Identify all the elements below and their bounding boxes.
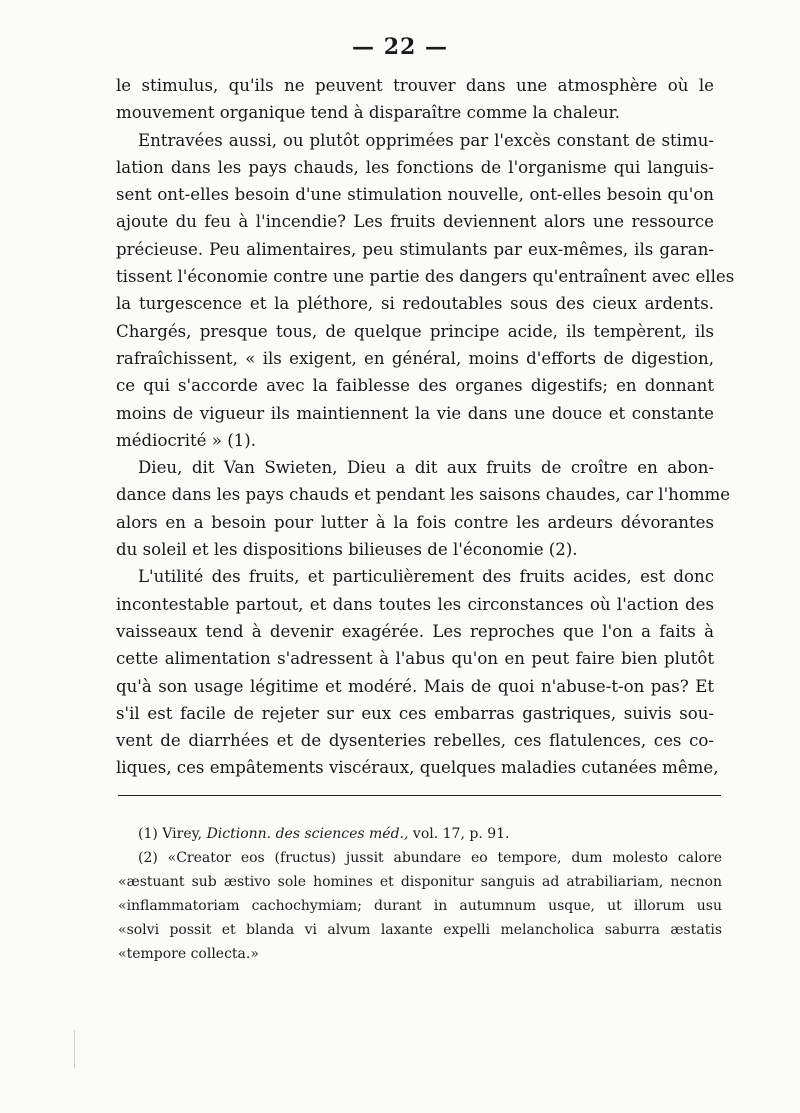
footnote-2-line: «tempore collecta.» [118,946,259,962]
page-number: — 22 — [352,34,448,60]
text-line: tissent l'économie contre une partie des dangers qu'entraînent avec elles [116,267,735,287]
text-line: mouvement organique tend à disparaître comme la chaleur. [116,103,621,123]
text-line: L'utilité des fruits, et particulièrement des fruits acides, est donc [138,567,714,587]
text-line: Chargés, presque tous, de quelque principe acide, ils tempèrent, ils [116,321,714,341]
footnote-work-title: Dictionn. des sciences méd., [206,826,409,842]
text-line: le stimulus, qu'ils ne peuvent trouver dans une atmosphère où le [116,76,714,95]
text-line: cette alimentation s'adressent à l'abus qu'on en peut faire bien plutôt [116,649,714,669]
footnote-2-line: «æstuant sub æstivo sole homines et disponitur sanguis ad atrabiliariam, necnon [118,874,722,890]
text-line: sent ont-elles besoin d'une stimulation nouvelle, ont-elles besoin qu'on [116,185,714,205]
footnote-reference: vol. 17, p. 91. [412,826,510,842]
text-line: Dieu, dit Van Swieten, Dieu a dit aux fruits de croître en abon- [138,458,714,478]
footnotes [118,822,722,966]
text-line: liques, ces empâtements viscéraux, quelques maladies cutanées même, [116,758,719,778]
text-line: lation dans les pays chauds, les fonctions de l'organisme qui languis- [116,157,714,177]
footnote-2-line: «solvi possit et blanda vi alvum laxante expelli melancholica saburra æstatis [118,922,722,938]
text-line: rafraîchissent, « ils exigent, en général, moins d'efforts de digestion, [116,348,714,368]
footnote-2-line: (2) «Creator eos (fructus) jussit abundare eo tempore, dum molesto calore [138,850,722,866]
text-line: incontestable partout, et dans toutes les circonstances où l'action des [116,594,714,614]
text-line: vaisseaux tend à devenir exagérée. Les reproches que l'on a faits à [116,621,714,641]
text-line: ajoute du feu à l'incendie? Les fruits deviennent alors une ressource [116,212,714,232]
footnote-divider [118,795,721,796]
text-line: du soleil et les dispositions bilieuses de l'économie (2). [116,540,578,560]
footnote-author: Virey, [162,826,203,842]
text-line: précieuse. Peu alimentaires, peu stimulants par eux-mêmes, ils garan- [116,239,714,259]
text-line: médiocrité » (1). [116,430,256,450]
text-line: alors en a besoin pour lutter à la fois contre les ardeurs dévorantes [116,512,714,532]
footnote-marker: (1) [138,826,158,842]
footnote-1 [118,822,722,846]
text-line: vent de diarrhées et de dysenteries rebelles, ces flatulences, ces co- [116,731,714,751]
text-line: la turgescence et la pléthore, si redoutables sous des cieux ardents. [116,294,714,314]
text-line: s'il est facile de rejeter sur eux ces embarras gastriques, suivis sou- [116,703,714,723]
text-line: moins de vigueur ils maintiennent la vie dans une douce et constante [116,403,714,423]
text-line: dance dans les pays chauds et pendant les saisons chaudes, car l'homme [116,485,731,505]
body-text [116,72,735,782]
text-line: ce qui s'accorde avec la faiblesse des organes digestifs; en donnant [116,376,714,396]
page-edge-mark [74,1030,75,1068]
text-line: qu'à son usage légitime et modéré. Mais de quoi n'abuse-t-on pas? Et [116,676,714,696]
footnote-2-line: «inflammatoriam cachochymiam; durant in autumnum usque, ut illorum usu [118,898,722,914]
text-line: Entravées aussi, ou plutôt opprimées par l'excès constant de stimu- [138,130,714,150]
